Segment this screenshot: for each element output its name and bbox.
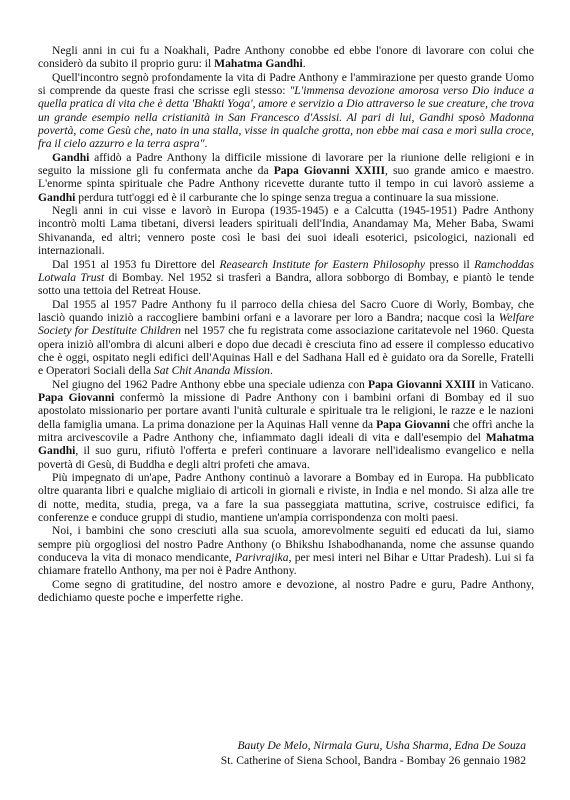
paragraph xyxy=(38,151,534,204)
bold-text: Mahatma Gandhi xyxy=(214,57,303,71)
italic-text: Welfare Society for Destituite Children xyxy=(38,310,534,338)
text-run: confermò la missione di Padre Anthony con i bambini orfani di Bombay ed il suo apostolato missionario per portare avanti l'unità culturale e spirituale tra le religioni, le razze e le nazioni della famiglia umana. La prima donazione per la Aquinas Hall venne da xyxy=(38,390,534,431)
text-run: perdura tutt'oggi ed è il carburante che lo spinge senza tregua a continuare la sua missione. xyxy=(75,190,499,204)
italic-text: "L'immensa devozione amorosa verso Dio induce a quella pratica di vita che è detta 'Bhakti Yoga', amore e servizio a Dio attraverso le sue creature, che trova un grande esempio nella cristianità in San Francesco d'Assisi. Al pari di lui, Gandhi sposò Madonna povertà, come Gesù che, nato in una stalla, visse in qualche grotta, non ebbe mai casa e morì sulla croce, fra il cielo azzurro e la terra aspra" xyxy=(38,84,534,151)
bold-text: Mahatma Gandhi xyxy=(38,430,534,458)
text-run: presso il xyxy=(425,257,475,271)
paragraph xyxy=(38,471,534,524)
text-run: Dal 1955 al 1957 Padre Anthony fu il parroco della chiesa del Sacro Cuore di Worly, Bombay, che lasciò quando iniziò a raccogliere bambini orfani e a lavorare per loro a Bandra; nacque così la xyxy=(38,297,534,324)
text-run: nel 1957 che fu registrata come associazione caritatevole nel 1960. Questa opera iniziò all'ombra di alcuni alberi e dopo due decadi è cresciuta fino ad essere il complesso educativo che è oggi, ospitato negli edifici dell'Aquinas Hall e del Sadhana Hall ed è guidato ora da Sorelle, Fratelli e Operatori Sociali della xyxy=(38,324,534,378)
text-run: in Vaticano. xyxy=(475,377,534,391)
text-run: , per mesi interi nel Bihar e Uttar Pradesh). Lui si fa chiamare fratello Anthony, ma per noi è Padre Anthony. xyxy=(38,551,534,578)
paragraph xyxy=(38,204,534,257)
text-run: , il suo guru, rifiutò l'offerta e preferì continuare a lavorare nell'idealismo evangelico e nella povertà di Gesù, di Buddha e degli altri profeti che amava. xyxy=(38,444,534,471)
text-run: Più impegnato di un'ape, Padre Anthony continuò a lavorare a Bombay ed in Europa. Ha pubblicato oltre quaranta libri e qualche migliaio di articoli in giornali e riviste, in India e nel mondo. Si alza alle tre di notte, medita, studia, prega, va a fare la sua passeggiata mattutina, scrive, costruisce edifici, fa conferenze e conduce gruppi di studio, mantiene un'ampia corrispondenza con molti paesi. xyxy=(38,471,534,525)
body-text xyxy=(38,44,534,604)
bold-text: Gandhi xyxy=(52,150,90,164)
paragraph xyxy=(38,578,534,605)
bold-text: Papa Giovanni XXIII xyxy=(273,164,385,178)
signature-names: Bauty De Melo, Nirmala Guru, Usha Sharma, Edna De Souza xyxy=(237,739,526,752)
bold-text: Papa Giovanni XXIII xyxy=(367,377,476,391)
italic-text: Reasearch Institute for Eastern Philosophy xyxy=(219,257,426,271)
signature-block xyxy=(38,738,526,768)
text-run: Noi, i bambini che sono cresciuti alla sua scuola, amorevolmente seguiti ed educati da lui, siamo sempre più orgogliosi del nostro Padre Anthony (o Bhikshu Ishabodhananda, nome che assunse quando conduceva la vita di monaco mendicante, xyxy=(38,524,534,565)
text-run: che offrì anche la mitra arcivescovile a Padre Anthony che, infiammato dagli ideali di vita e dall'esempio del xyxy=(38,417,534,444)
bold-text: Gandhi xyxy=(38,190,76,204)
italic-text: Parivrajika xyxy=(235,551,289,565)
text-run: Quell'incontro segnò profondamente la vita di Padre Anthony e l'ammirazione per questo grande Uomo si comprende da queste frasi che scrisse egli stesso: xyxy=(38,70,534,98)
paragraph xyxy=(38,378,534,471)
text-run: di Bombay. Nel 1952 si trasferì a Bandra, allora sobborgo di Bombay, e piantò le tende sotto una tettoia del Retreat House. xyxy=(38,270,534,298)
text-run: Negli anni in cui fu a Noakhali, Padre Anthony conobbe ed ebbe l'onore di lavorare con colui che considerò da subito il proprio guru: il xyxy=(38,44,534,71)
italic-text: Sat Chit Ananda Mission xyxy=(153,364,270,378)
bold-text: Papa Giovanni xyxy=(376,417,450,431)
italic-text: Ramchoddas Lotwala Trust xyxy=(38,257,534,284)
bold-text: Papa Giovanni xyxy=(38,390,115,404)
text-run: Come segno di gratitudine, del nostro amore e devozione, al nostro Padre e guru, Padre Anthony, dedichiamo queste poche e imperfette righe. xyxy=(38,577,534,605)
text-run: . xyxy=(302,57,306,71)
text-run: . xyxy=(204,137,208,151)
paragraph xyxy=(38,524,534,577)
paragraph xyxy=(38,71,534,151)
paragraph xyxy=(38,298,534,378)
paragraph xyxy=(38,44,534,71)
paragraph xyxy=(38,258,534,298)
text-run: . xyxy=(269,364,273,378)
text-run: Nel giugno del 1962 Padre Anthony ebbe una speciale udienza con xyxy=(52,377,368,391)
text-run: , suo grande amico e maestro. L'enorme spinta spirituale che Padre Anthony ricevette durante tutto il tempo in cui lavorò assieme a xyxy=(38,164,534,191)
text-run: Negli anni in cui visse e lavorò in Europa (1935-1945) e a Calcutta (1945-1951) Padre Anthony incontrò molti Lama tibetani, diversi leaders spirituali dell'India, Anandamay Ma, Meher Baba, Swami Shivananda, ed altri; vennero poste così le basi dei suoi ideali esoterici, psicologici, nazionali ed internazionali. xyxy=(38,204,534,258)
text-run: affidò a Padre Anthony la difficile missione di lavorare per la riunione delle religioni e in seguito la missione gli fu confermata anche da xyxy=(38,150,534,178)
text-run: Dal 1951 al 1953 fu Direttore del xyxy=(52,257,220,271)
signature-place-date: St. Catherine of Siena School, Bandra - Bombay 26 gennaio 1982 xyxy=(220,754,526,767)
